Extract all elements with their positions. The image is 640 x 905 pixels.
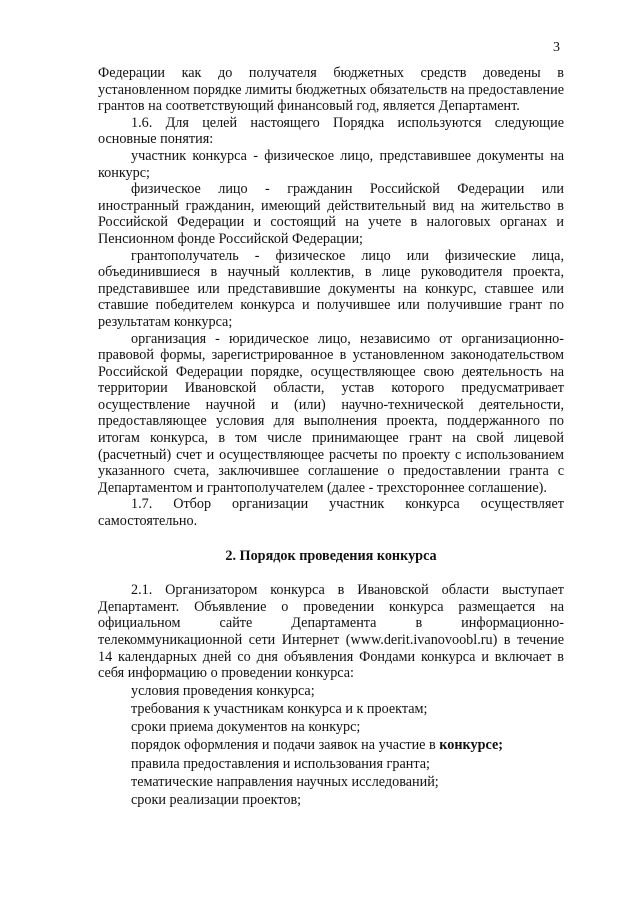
- document-body: [98, 65, 564, 809]
- definition-participant: участник конкурса - физическое лицо, представившее документы на конкурс;: [98, 147, 564, 181]
- list-item: требования к участникам конкурса и к проектам;: [131, 700, 428, 717]
- section-heading: 2. Порядок проведения конкурса: [225, 547, 437, 564]
- definition-individual: физическое лицо - гражданин Российской Федерации или иностранный гражданин, имеющий действительный вид на жительство в Российской Федерации и состоящий на учете в налоговых органах и Пенсионном фонде Российской Федерации;: [98, 181, 564, 247]
- list-item: сроки приема документов на конкурс;: [131, 719, 361, 736]
- list-item: правила предоставления и использования гранта;: [131, 755, 430, 772]
- list-item: [98, 736, 564, 754]
- list-item: условия проведения конкурса;: [131, 682, 315, 699]
- paragraph-continuation: Федерации как до получателя бюджетных средств доведены в установленном порядке лимиты бюджетных обязательств на предоставление грантов на соответствующий финансовый год, является Департамент.: [98, 65, 564, 115]
- list-item-text: порядок оформления и подачи заявок на участие в: [131, 737, 436, 754]
- list-item: тематические направления научных исследований;: [131, 773, 439, 790]
- list-item: сроки реализации проектов;: [131, 792, 302, 808]
- definition-organization: организация - юридическое лицо, независимо от организационно-правовой формы, зарегистрированное в установленном законодательством Российской Федерации порядке, осуществляющее свою деятельность на территории Ивановской области, устав которого предусматривает осуществление научной и (или) научно-технической деятельности, предоставляющее условия для выполнения проекта, поддержанного по итогам конкурса, в том числе принимающее грант на свой лицевой (расчетный) счет и осуществляющее расчеты по проекту с использованием указанного счета, заключившее соглашение о предоставлении гранта с Департаментом и грантополучателем (далее - трехстороннее соглашение).: [98, 330, 564, 496]
- list-item-bold-word: конкурсе;: [439, 737, 503, 754]
- page-number: 3: [553, 40, 560, 55]
- paragraph-1-7: 1.7. Отбор организации участник конкурса осуществляет самостоятельно.: [98, 496, 564, 530]
- paragraph-1-6: 1.6. Для целей настоящего Порядка используются следующие основные понятия:: [98, 114, 564, 148]
- definition-grantee: грантополучатель - физическое лицо или физические лица, объединившиеся в научный коллектив, в лице руководителя проекта, представившее или представившие документы на конкурс, ставшее или ставшие победителем конкурса и получившее или получившие грант по результатам конкурса;: [98, 247, 564, 330]
- paragraph-2-1: 2.1. Организатором конкурса в Ивановской области выступает Департамент. Объявление о проведении конкурса размещается на официальном сайте Департамента в информационно-телекоммуникационной сети Интернет (www.derit.ivanovoobl.ru) в течение 14 календарных дней со дня объявления Фондами конкурса и включает в себя информацию о проведении конкурса:: [98, 582, 564, 682]
